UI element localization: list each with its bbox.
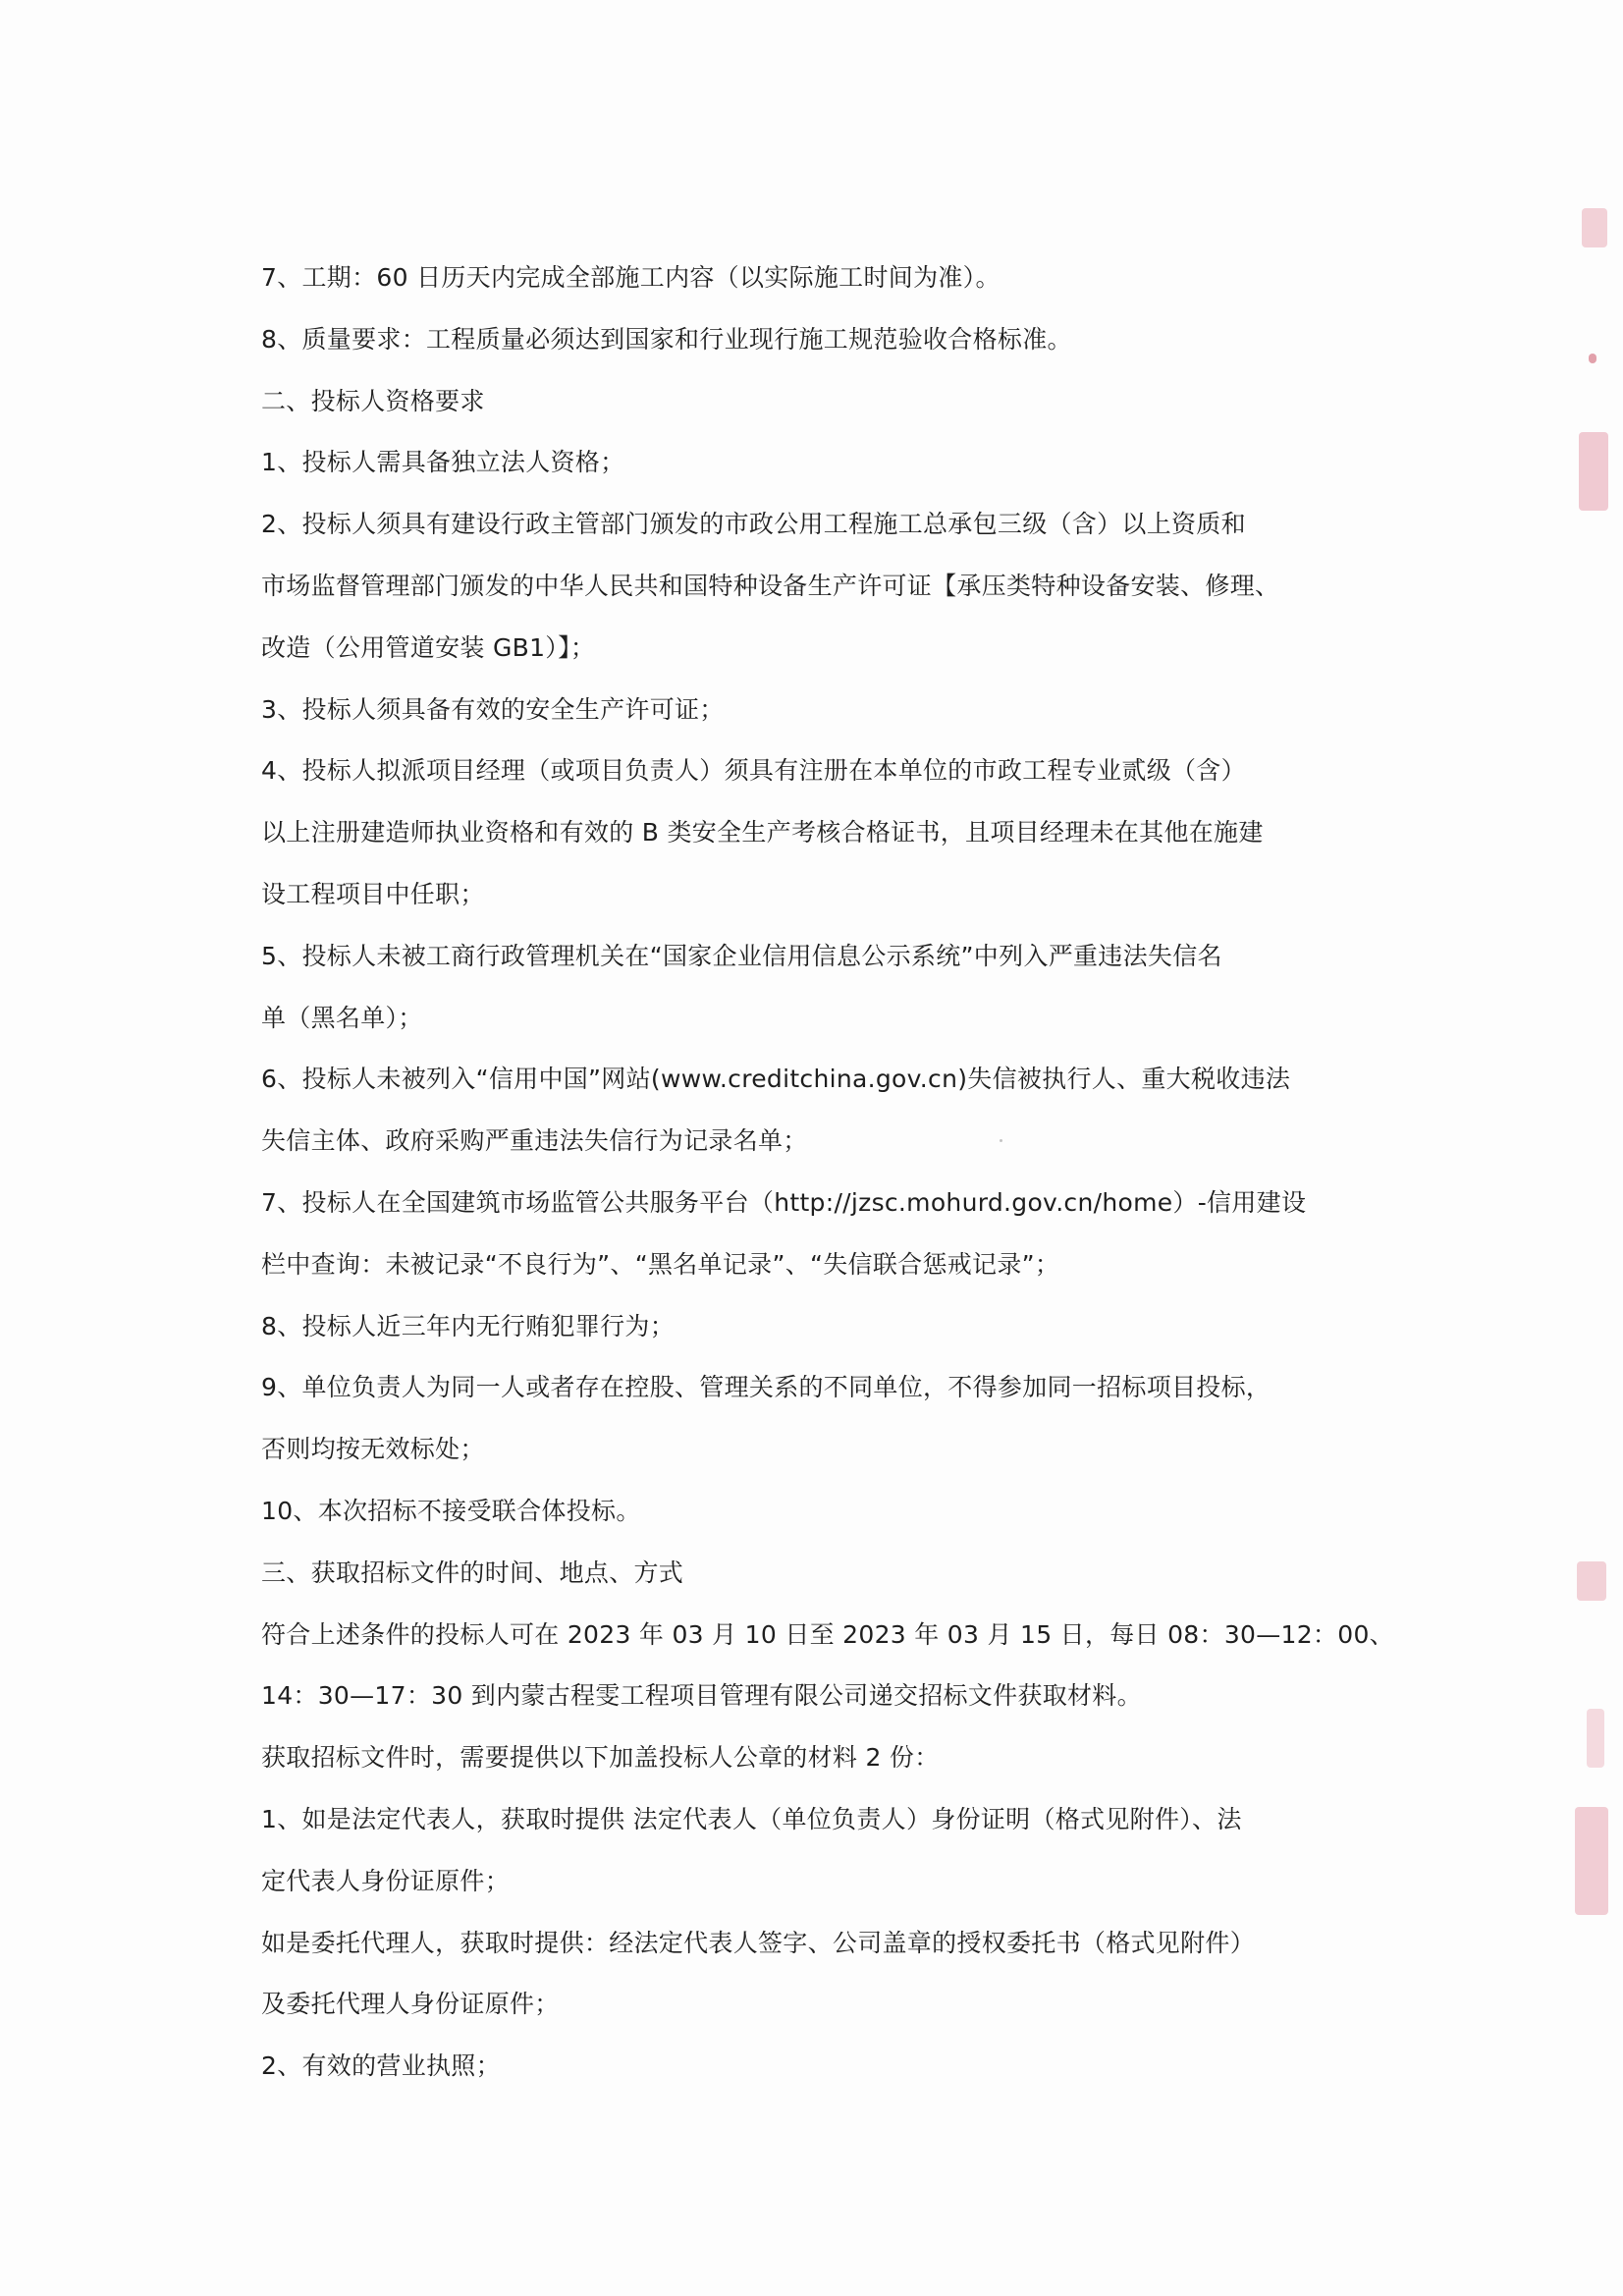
text-line: 1、投标人需具备独立法人资格； bbox=[261, 448, 625, 477]
text-line: 符合上述条件的投标人可在 2023 年 03 月 10 日至 2023 年 03 月 15 日，每日 08：30—12：00、 bbox=[261, 1619, 1394, 1649]
seal-fragment-icon bbox=[1582, 208, 1607, 247]
text-line: 改造（公用管道安装 GB1）】； bbox=[261, 632, 596, 662]
section-heading: 三、获取招标文件的时间、地点、方式 bbox=[261, 1558, 684, 1587]
text-line: 3、投标人须具备有效的安全生产许可证； bbox=[261, 694, 725, 724]
text-line: 如是委托代理人，获取时提供：经法定代表人签字、公司盖章的授权委托书（格式见附件） bbox=[261, 1928, 1256, 1957]
scan-speck bbox=[1000, 1139, 1002, 1142]
text-line: 以上注册建造师执业资格和有效的 B 类安全生产考核合格证书，且项目经理未在其他在施建 bbox=[261, 818, 1264, 847]
text-line: 5、投标人未被工商行政管理机关在“国家企业信用信息公示系统”中列入严重违法失信名 bbox=[261, 941, 1222, 970]
seal-fragment-icon bbox=[1577, 1561, 1606, 1601]
text-line: 失信主体、政府采购严重违法失信行为记录名单； bbox=[261, 1126, 808, 1156]
text-line: 及委托代理人身份证原件； bbox=[261, 1990, 560, 2019]
text-line: 市场监督管理部门颁发的中华人民共和国特种设备生产许可证【承压类特种设备安装、修理、 bbox=[261, 571, 1280, 600]
text-line: 7、投标人在全国建筑市场监管公共服务平台（http://jzsc.mohurd.gov.cn/home）-信用建设 bbox=[261, 1187, 1307, 1217]
text-line: 9、单位负责人为同一人或者存在控股、管理关系的不同单位，不得参加同一招标项目投标， bbox=[261, 1373, 1271, 1402]
seal-fragment-icon bbox=[1579, 432, 1608, 511]
text-line: 14：30—17：30 到内蒙古程雯工程项目管理有限公司递交招标文件获取材料。 bbox=[261, 1681, 1142, 1711]
seal-fragment-icon bbox=[1587, 1709, 1604, 1768]
text-line: 单（黑名单）； bbox=[261, 1003, 423, 1032]
text-line: 7、工期：60 日历天内完成全部施工内容（以实际施工时间为准）。 bbox=[261, 263, 1001, 292]
text-line: 1、如是法定代表人，获取时提供 法定代表人（单位负责人）身份证明（格式见附件）、法 bbox=[261, 1804, 1242, 1833]
text-line: 定代表人身份证原件； bbox=[261, 1866, 511, 1895]
document-body bbox=[261, 247, 1394, 2098]
text-line: 设工程项目中任职； bbox=[261, 879, 485, 908]
text-line: 6、投标人未被列入“信用中国”网站(www.creditchina.gov.cn)失信被执行人、重大税收违法 bbox=[261, 1065, 1291, 1094]
text-line: 8、质量要求：工程质量必须达到国家和行业现行施工规范验收合格标准。 bbox=[261, 324, 1072, 354]
section-heading: 二、投标人资格要求 bbox=[261, 386, 485, 415]
text-line: 否则均按无效标处； bbox=[261, 1435, 485, 1464]
seal-fragment-icon bbox=[1589, 354, 1596, 363]
text-line: 2、有效的营业执照； bbox=[261, 2051, 501, 2081]
text-line: 10、本次招标不接受联合体投标。 bbox=[261, 1496, 641, 1525]
text-line: 4、投标人拟派项目经理（或项目负责人）须具有注册在本单位的市政工程专业贰级（含） bbox=[261, 756, 1246, 786]
text-line: 2、投标人须具有建设行政主管部门颁发的市政公用工程施工总承包三级（含）以上资质和 bbox=[261, 510, 1246, 539]
text-line: 栏中查询：未被记录“不良行为”、“黑名单记录”、“失信联合惩戒记录”； bbox=[261, 1249, 1060, 1279]
text-line: 8、投标人近三年内无行贿犯罪行为； bbox=[261, 1311, 676, 1340]
text-line: 获取招标文件时，需要提供以下加盖投标人公章的材料 2 份： bbox=[261, 1743, 940, 1773]
seal-fragment-icon bbox=[1575, 1807, 1608, 1915]
